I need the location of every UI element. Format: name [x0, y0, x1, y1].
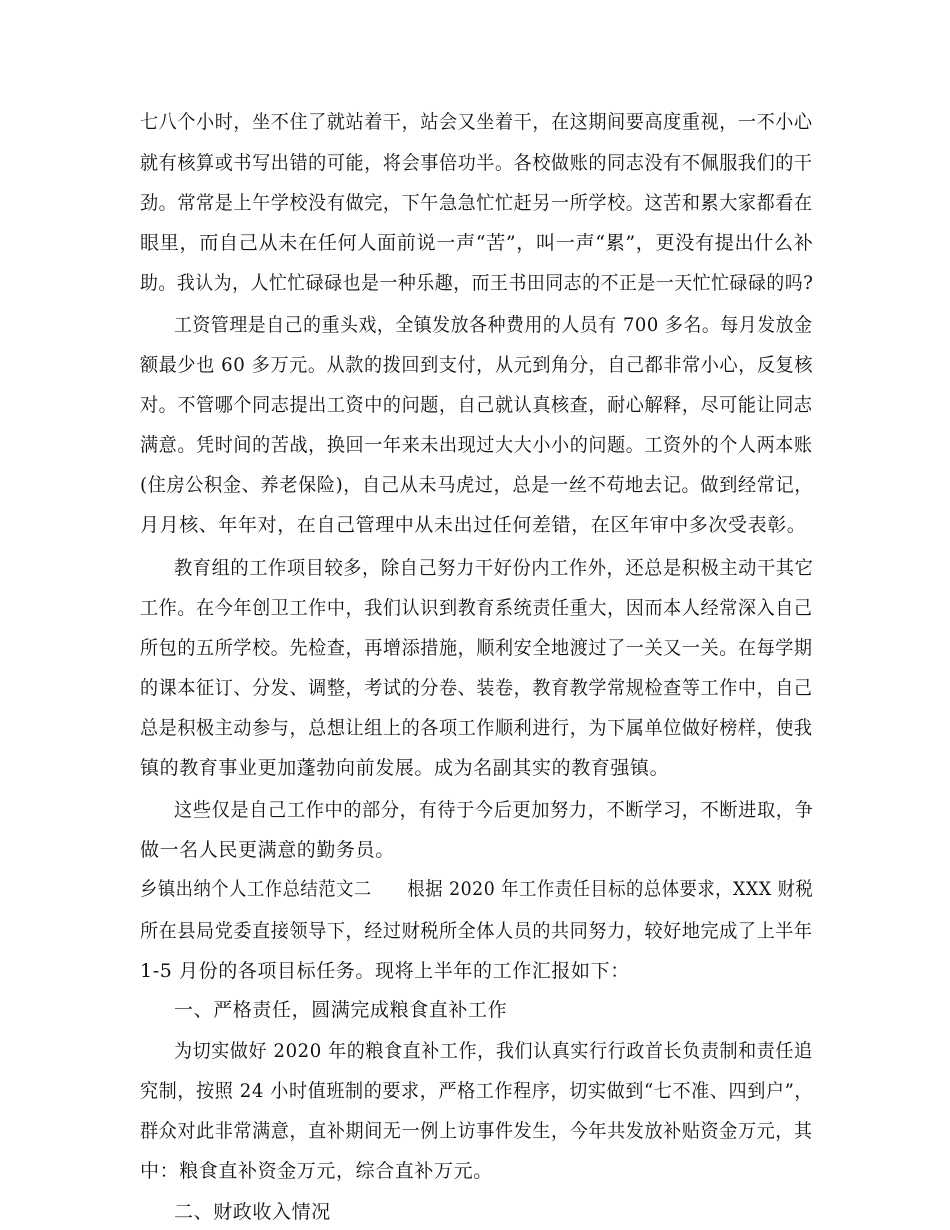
text-line: 这些仅是自己工作中的部分，有待于今后更加努力，不断学习，不断进取，争 — [174, 799, 814, 821]
text-line: 眼里，而自己从未在任何人面前说一声“苦”，叫一声“累”，更没有提出什么补 — [140, 232, 814, 254]
text-line: 镇的教育事业更加蓬勃向前发展。成为名副其实的教育强镇。 — [140, 757, 670, 779]
text-line: 为切实做好 2020 年的粮食直补工作，我们认真实行行政首长负责制和责任追 — [174, 1040, 813, 1062]
text-line: 教育组的工作项目较多，除自己努力干好份内工作外，还总是积极主动干其它 — [174, 557, 814, 579]
heading-line: 一、严格责任，圆满完成粮食直补工作 — [174, 999, 508, 1021]
heading-line: 二、财政收入情况 — [174, 1201, 331, 1223]
text-line: 工资管理是自己的重头戏，全镇发放各种费用的人员有 700 多名。每月发放金 — [174, 314, 813, 336]
text-line: 总是积极主动参与，总想让组上的各项工作顺利进行，为下属单位做好榜样，使我 — [140, 717, 813, 739]
text-line: 中：粮食直补资金万元，综合直补万元。 — [140, 1160, 493, 1182]
text-line: 群众对此非常满意，直补期间无一例上访事件发生，今年共发放补贴资金万元，其 — [140, 1120, 813, 1142]
text-line: 劲。常常是上午学校没有做完，下午急急忙忙赶另一所学校。这苦和累大家都看在 — [140, 192, 813, 214]
text-line: 究制，按照 24 小时值班制的要求，严格工作程序，切实做到“七不准、四到户”， — [140, 1080, 814, 1102]
text-line: 就有核算或书写出错的可能，将会事倍功半。各校做账的同志没有不佩服我们的干 — [140, 152, 813, 174]
text-line: 所包的五所学校。先检查，再增添措施，顺利安全地渡过了一关又一关。在每学期 — [140, 637, 813, 659]
text-line: (住房公积金、养老保险)，自己从未马虎过，总是一丝不苟地去记。做到经常记， — [140, 474, 814, 496]
text-line: 七八个小时，坐不住了就站着干，站会又坐着干，在这期间要高度重视，一不小心 — [140, 111, 813, 133]
text-line: 1-5 月份的各项目标任务。现将上半年的工作汇报如下： — [140, 960, 630, 982]
text-line: 的课本征订、分发、调整，考试的分卷、装卷，教育教学常规检查等工作中，自己 — [140, 677, 813, 699]
text-line: 助。我认为，人忙忙碌碌也是一种乐趣，而王书田同志的不正是一天忙忙碌碌的吗? — [140, 272, 814, 294]
text-line: 对。不管哪个同志提出工资中的问题，自己就认真核查，耐心解释，尽可能让同志 — [140, 394, 813, 416]
text-line: 工作。在今年创卫工作中，我们认识到教育系统责任重大，因而本人经常深入自己 — [140, 597, 813, 619]
text-line: 满意。凭时间的苦战，换回一年来未出现过大大小小的问题。工资外的个人两本账 — [140, 434, 813, 456]
section-title-line: 乡镇出纳个人工作总结范文二 根据 2020 年工作责任目标的总体要求，XXX 财税 — [140, 878, 814, 900]
text-line: 所在县局党委直接领导下，经过财税所全体人员的共同努力，较好地完成了上半年 — [140, 920, 813, 942]
text-line: 做一名人民更满意的勤务员。 — [140, 839, 395, 861]
text-line: 额最少也 60 多万元。从款的拨回到支付，从元到角分，自己都非常小心，反复核 — [140, 354, 814, 376]
text-line: 月月核、年年对，在自己管理中从未出过任何差错，在区年审中多次受表彰。 — [140, 514, 807, 536]
